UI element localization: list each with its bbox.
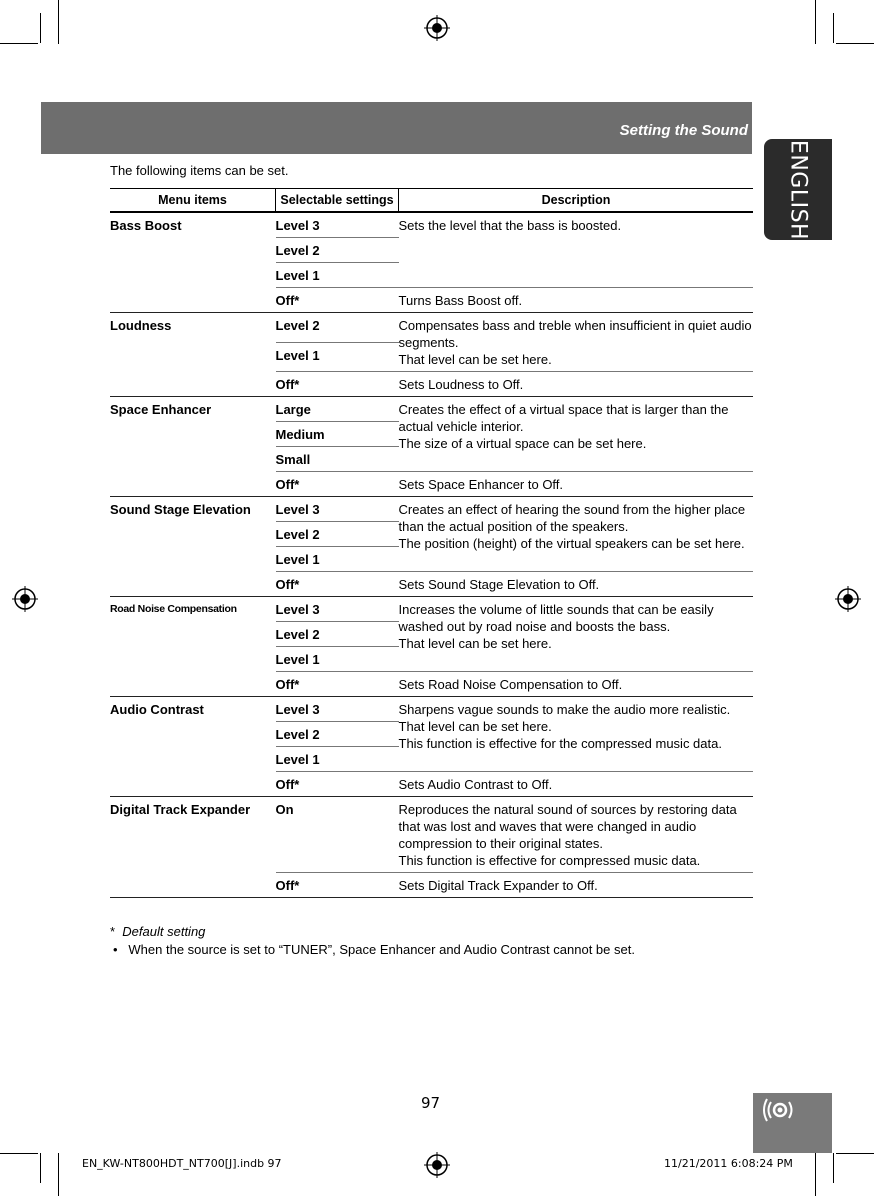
sound-icon <box>753 1093 832 1153</box>
selectable-setting: Level 2 <box>276 238 399 263</box>
selectable-setting: Off* <box>276 472 399 497</box>
table-row <box>110 797 753 873</box>
setting-description: Creates an effect of hearing the sound from the higher place than the actual position of the speakers. The position (height) of the virtual speakers can be set here. <box>399 497 754 572</box>
sound-icon-box <box>753 1093 832 1153</box>
selectable-setting: Small <box>276 447 399 472</box>
column-header-menu-items: Menu items <box>110 189 276 213</box>
selectable-setting: Level 2 <box>276 522 399 547</box>
table-body <box>110 212 753 898</box>
setting-description: Sets the level that the bass is boosted. <box>399 212 754 288</box>
column-header-selectable-settings: Selectable settings <box>276 189 399 213</box>
selectable-setting: Level 2 <box>276 722 399 747</box>
section-title: Setting the Sound <box>619 122 748 139</box>
table-row <box>110 313 753 343</box>
setting-description: Sets Loudness to Off. <box>399 372 754 397</box>
footnote <box>110 924 205 939</box>
selectable-setting: Level 2 <box>276 622 399 647</box>
selectable-setting: On <box>276 797 399 873</box>
registration-mark-icon <box>835 586 861 612</box>
menu-item-name: Digital Track Expander <box>110 797 276 898</box>
section-header-band <box>41 102 752 154</box>
selectable-setting: Level 1 <box>276 342 399 372</box>
setting-description: Reproduces the natural sound of sources by restoring data that was lost and waves that were changed in audio compression to their original states. This function is effective for compressed music data. <box>399 797 754 873</box>
table-row <box>110 697 753 722</box>
registration-mark-icon <box>424 1152 450 1178</box>
selectable-setting: Level 1 <box>276 747 399 772</box>
language-tab <box>764 139 832 240</box>
column-header-description: Description <box>399 189 754 213</box>
note-text: When the source is set to “TUNER”, Space Enhancer and Audio Contrast cannot be set. <box>128 942 635 957</box>
settings-table <box>110 188 753 898</box>
selectable-setting: Off* <box>276 572 399 597</box>
menu-item-name: Loudness <box>110 313 276 397</box>
selectable-setting: Off* <box>276 772 399 797</box>
table-row <box>110 497 753 522</box>
setting-description: Sets Space Enhancer to Off. <box>399 472 754 497</box>
footnote-mark: * <box>110 924 116 939</box>
setting-description: Turns Bass Boost off. <box>399 288 754 313</box>
table-row <box>110 397 753 422</box>
table-row <box>110 212 753 238</box>
note <box>113 942 635 957</box>
footer-timestamp: 11/21/2011 6:08:24 PM <box>664 1157 793 1170</box>
selectable-setting: Level 1 <box>276 547 399 572</box>
setting-description: Sets Digital Track Expander to Off. <box>399 873 754 898</box>
selectable-setting: Off* <box>276 873 399 898</box>
selectable-setting: Off* <box>276 672 399 697</box>
page-number: 97 <box>421 1094 441 1112</box>
footer-file-info: EN_KW-NT800HDT_NT700[J].indb 97 <box>82 1157 282 1170</box>
selectable-setting: Level 3 <box>276 497 399 522</box>
registration-mark-icon <box>12 586 38 612</box>
intro-text: The following items can be set. <box>110 163 289 178</box>
bullet-icon: • <box>113 942 125 957</box>
selectable-setting: Level 3 <box>276 212 399 238</box>
menu-item-name: Road Noise Compensation <box>110 597 276 697</box>
setting-description: Sharpens vague sounds to make the audio more realistic. That level can be set here. This function is effective for the compressed music data. <box>399 697 754 772</box>
selectable-setting: Level 1 <box>276 263 399 288</box>
setting-description: Increases the volume of little sounds that can be easily washed out by road noise and boosts the bass. That level can be set here. <box>399 597 754 672</box>
selectable-setting: Off* <box>276 288 399 313</box>
language-tab-label: ENGLISH <box>785 139 811 240</box>
setting-description: Sets Audio Contrast to Off. <box>399 772 754 797</box>
selectable-setting: Level 3 <box>276 597 399 622</box>
footnote-text: Default setting <box>122 924 206 939</box>
menu-item-name: Space Enhancer <box>110 397 276 497</box>
selectable-setting: Level 1 <box>276 647 399 672</box>
setting-description: Sets Sound Stage Elevation to Off. <box>399 572 754 597</box>
table-row <box>110 597 753 622</box>
selectable-setting: Large <box>276 397 399 422</box>
menu-item-name: Audio Contrast <box>110 697 276 797</box>
menu-item-name: Sound Stage Elevation <box>110 497 276 597</box>
selectable-setting: Level 3 <box>276 697 399 722</box>
setting-description: Sets Road Noise Compensation to Off. <box>399 672 754 697</box>
menu-item-name: Bass Boost <box>110 212 276 313</box>
selectable-setting: Medium <box>276 422 399 447</box>
setting-description: Compensates bass and treble when insufficient in quiet audio segments. That level can be set here. <box>399 313 754 372</box>
selectable-setting: Off* <box>276 372 399 397</box>
setting-description: Creates the effect of a virtual space that is larger than the actual vehicle interior. The size of a virtual space can be set here. <box>399 397 754 472</box>
table-header-row <box>110 189 753 213</box>
selectable-setting: Level 2 <box>276 313 399 343</box>
registration-mark-icon <box>424 15 450 41</box>
